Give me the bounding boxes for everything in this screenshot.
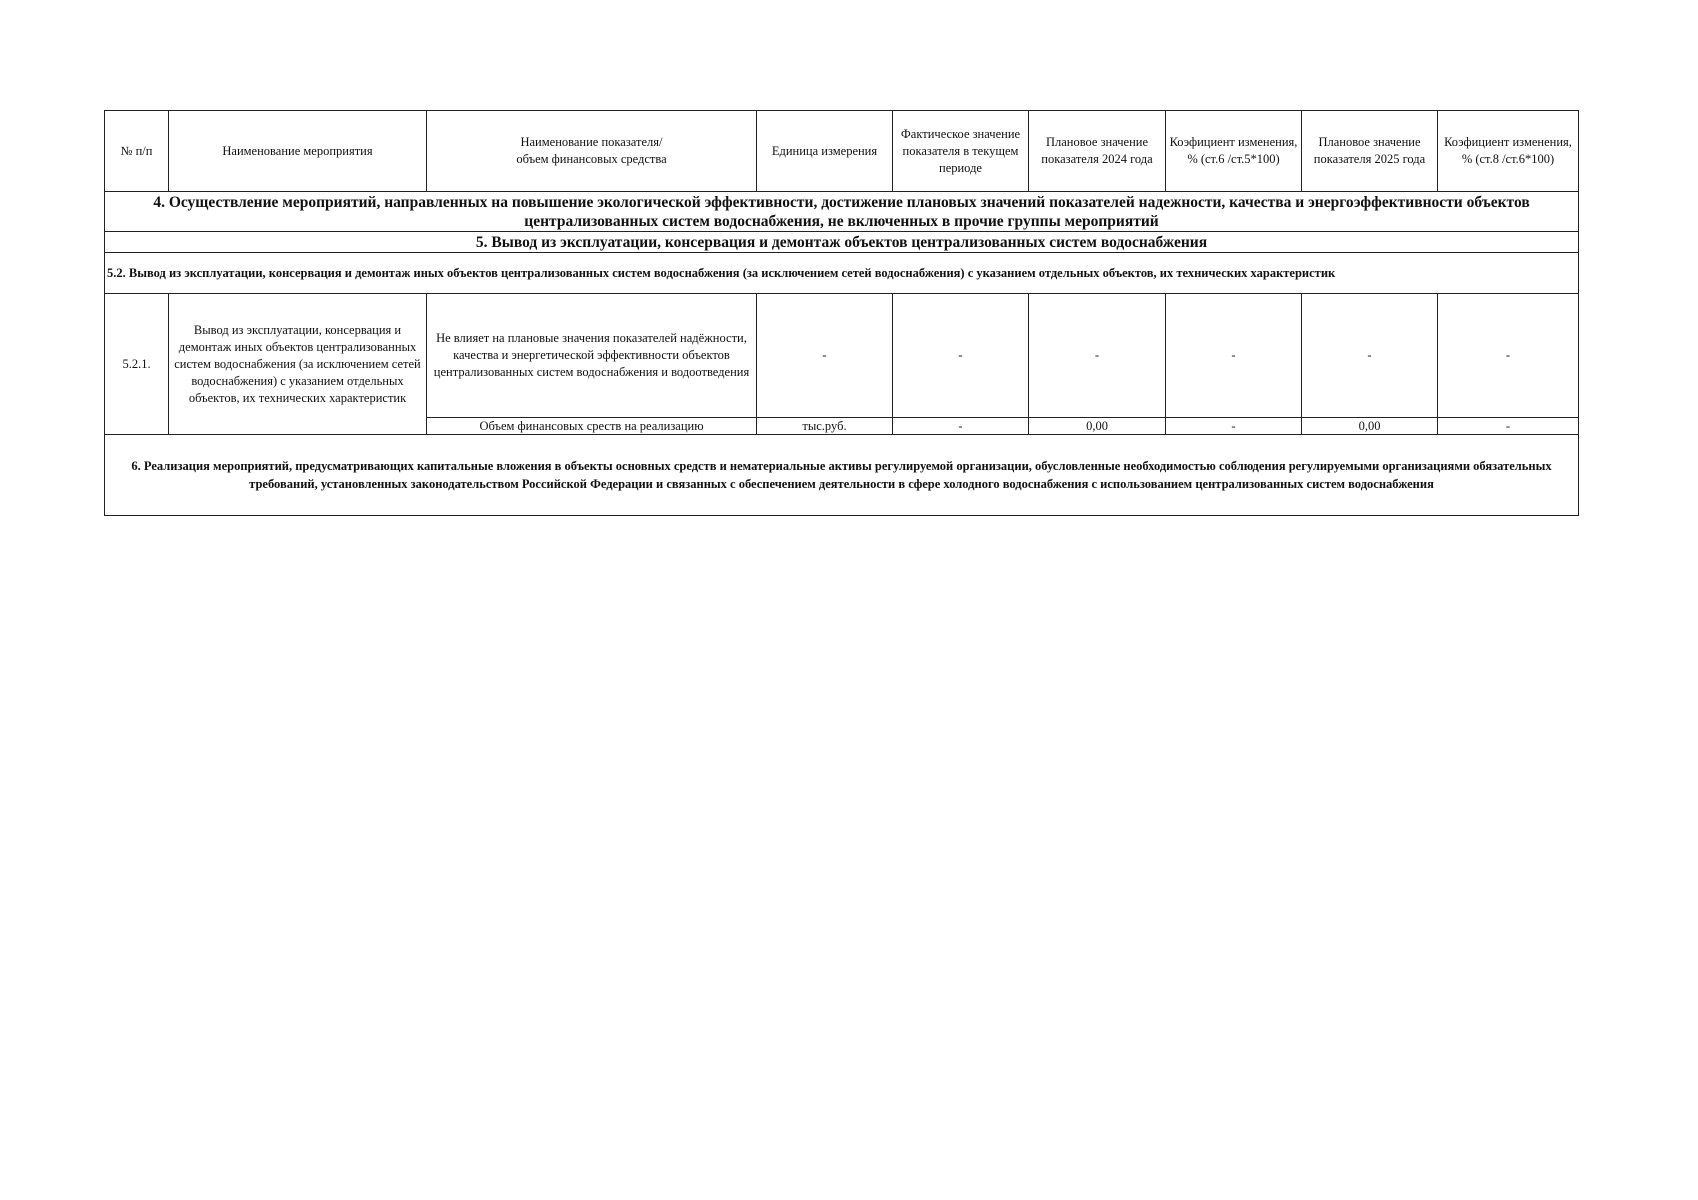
row-finance-coef-2: - [1438, 418, 1579, 435]
subsection-5-2-title: 5.2. Вывод из эксплуатации, консервация и демонтаж иных объектов централизованных систем водоснабжения (за исключением сетей водоснабжения) с указанием отдельных объектов, их технических характеристик [105, 253, 1579, 294]
header-actual-value: Фактическое значение показателя в текущем периоде [893, 111, 1029, 192]
row-indicator-plan-2025: - [1302, 294, 1438, 418]
row-finance-unit: тыс.руб. [757, 418, 893, 435]
table-row [105, 294, 1579, 418]
row-indicator-name: Не влияет на плановые значения показателей надёжности, качества и энергетической эффективности объектов централизованных систем водоснабжения и водоотведения [427, 294, 757, 418]
row-finance-plan-2025: 0,00 [1302, 418, 1438, 435]
row-indicator-coef-2: - [1438, 294, 1579, 418]
section-5-row [105, 232, 1579, 253]
header-coef-2: Коэфициент изменения, % (ст.8 /ст.6*100) [1438, 111, 1579, 192]
row-indicator-actual: - [893, 294, 1029, 418]
row-finance-plan-2024: 0,00 [1029, 418, 1166, 435]
header-plan-2024: Плановое значение показателя 2024 года [1029, 111, 1166, 192]
section-6-row [105, 435, 1579, 516]
section-4-row [105, 192, 1579, 232]
row-indicator-plan-2024: - [1029, 294, 1166, 418]
section-6-title: 6. Реализация мероприятий, предусматривающих капитальные вложения в объекты основных средств и нематериальные активы регулируемой организации, обусловленные необходимостью соблюдения регулируемыми организациями обязательных требований, установленных законодательством Российской Федерации и связанных с обеспечением деятельности в сфере холодного водоснабжения с использованием централизованных систем водоснабжения [105, 435, 1579, 516]
section-4-title: 4. Осуществление мероприятий, направленных на повышение экологической эффективности, достижение плановых значений показателей надежности, качества и энергоэффективности объектов централизованных систем водоснабжения, не включенных в прочие группы мероприятий [105, 192, 1579, 232]
measures-table [104, 110, 1579, 516]
section-5-title: 5. Вывод из эксплуатации, консервация и демонтаж объектов централизованных систем водоснабжения [105, 232, 1579, 253]
header-indicator-name: Наименование показателя/ объем финансовых средства [427, 111, 757, 192]
row-finance-name: Объем финансовых среств на реализацию [427, 418, 757, 435]
row-finance-coef-1: - [1166, 418, 1302, 435]
header-plan-2025: Плановое значение показателя 2025 года [1302, 111, 1438, 192]
header-coef-1: Коэфициент изменения, % (ст.6 /ст.5*100) [1166, 111, 1302, 192]
row-indicator-coef-1: - [1166, 294, 1302, 418]
row-number: 5.2.1. [105, 294, 169, 435]
row-measure-name: Вывод из эксплуатации, консервация и демонтаж иных объектов централизованных систем водоснабжения (за исключением сетей водоснабжения) с указанием отдельных объектов, их технических характеристик [169, 294, 427, 435]
header-unit: Единица измерения [757, 111, 893, 192]
header-row [105, 111, 1579, 192]
row-indicator-unit: - [757, 294, 893, 418]
subsection-5-2-row [105, 253, 1579, 294]
header-num: № п/п [105, 111, 169, 192]
header-measure-name: Наименование мероприятия [169, 111, 427, 192]
row-finance-actual: - [893, 418, 1029, 435]
